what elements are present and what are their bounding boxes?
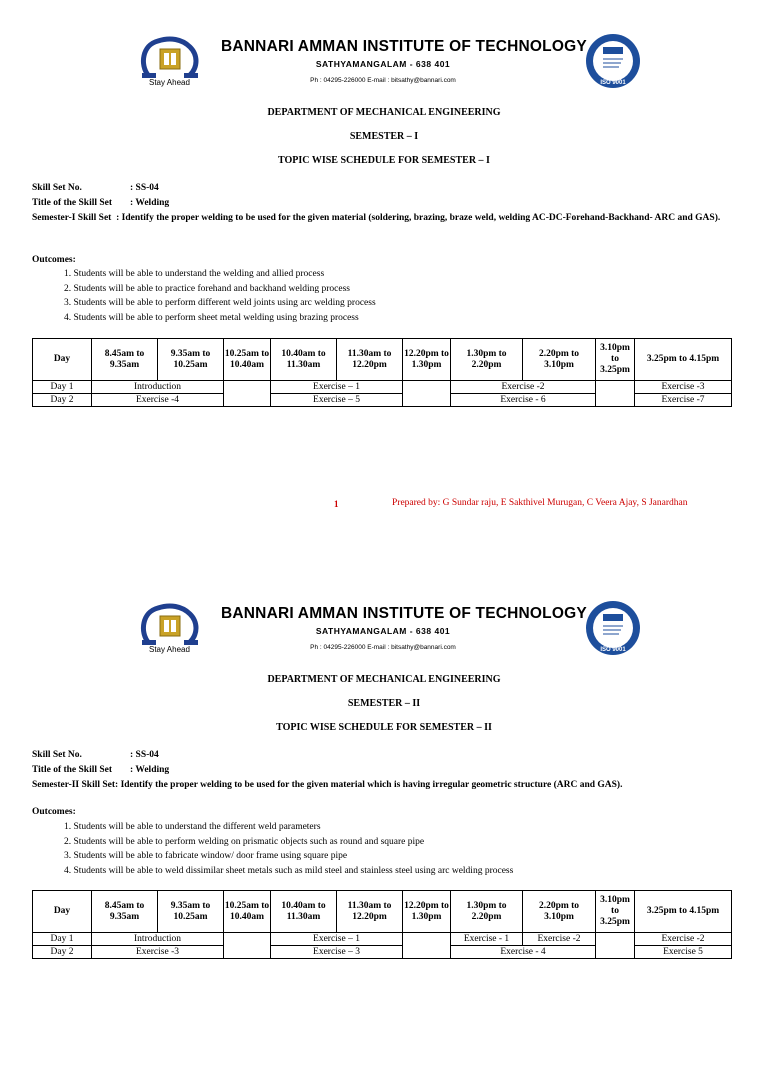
outcomes-label: Outcomes: [32, 807, 76, 817]
column-header: 1.30pm to 2.20pm [451, 891, 523, 933]
schedule-title: TOPIC WISE SCHEDULE FOR SEMESTER – I [278, 155, 490, 166]
semester-title: SEMESTER – II [347, 698, 421, 709]
schedule-table [32, 338, 732, 407]
table-row [33, 381, 732, 394]
skill-set-no: : SS-04 [130, 183, 159, 193]
semester-skill-label: Semester-II Skill Set [32, 780, 116, 790]
session-cell: Exercise - 1 [451, 933, 523, 946]
column-header: 8.45am to 9.35am [92, 339, 158, 381]
skill-set-no: : SS-04 [130, 750, 159, 760]
iso-certification-logo [585, 33, 641, 89]
session-cell: Exercise - 4 [451, 946, 596, 959]
department-title: DEPARTMENT OF MECHANICAL ENGINEERING [267, 107, 501, 118]
department-title: DEPARTMENT OF MECHANICAL ENGINEERING [267, 674, 501, 685]
table-row [33, 933, 732, 946]
session-cell: Exercise -4 [92, 394, 224, 407]
letterhead [133, 30, 626, 94]
svg-text:ISO 9001: ISO 9001 [600, 80, 626, 86]
session-cell: Exercise -7 [635, 394, 732, 407]
semester-skill-text: : Identify the proper welding to be used for the given material which is having irregular geometric structure (ARC and GAS). [115, 780, 623, 790]
skill-set-no-label: Skill Set No. [32, 183, 82, 193]
page-number: 1 [334, 499, 339, 509]
session-cell: Introduction [92, 381, 224, 394]
document-page-1 [0, 0, 768, 512]
column-header: 12.20pm to 1.30pm [403, 891, 451, 933]
skill-title-label: Title of the Skill Set [32, 765, 113, 775]
session-cell: Exercise – 5 [271, 394, 403, 407]
institute-name: BANNARI AMMAN INSTITUTE OF TECHNOLOGY [221, 38, 587, 55]
iso-certification-logo [585, 600, 641, 656]
session-cell: Exercise -2 [451, 381, 596, 394]
skill-title: : Welding [130, 198, 170, 208]
table-header-row [33, 339, 732, 381]
outcome-item: 4. Students will be able to weld dissimilar sheet metals such as mild steel and stainless steel using arc welding process [64, 865, 514, 876]
skill-set-block [32, 748, 737, 793]
letterhead [133, 597, 626, 661]
outcome-item: 1. Students will be able to understand the welding and allied process [64, 269, 325, 279]
session-cell: Exercise - 6 [451, 394, 596, 407]
outcome-item: 1. Students will be able to understand the different weld parameters [64, 822, 321, 832]
column-header: 12.20pm to 1.30pm [403, 339, 451, 381]
session-cell: Exercise – 1 [271, 381, 403, 394]
prepared-by: Prepared by: G Sundar raju, E Sakthivel Murugan, C Veera Ajay, S Janardhan [392, 498, 688, 508]
lunch-cell [403, 381, 451, 407]
institute-contact: Ph : 04295-226000 E-mail : bitsathy@bannari.com [310, 77, 456, 84]
break-cell [224, 933, 271, 959]
skill-title-label: Title of the Skill Set [32, 198, 113, 208]
session-cell: Exercise – 1 [271, 933, 403, 946]
semester-title: SEMESTER – I [349, 131, 419, 142]
break-cell [596, 381, 635, 407]
institute-city: SATHYAMANGALAM - 638 401 [315, 59, 451, 69]
day-cell: Day 2 [33, 394, 92, 407]
tagline: Stay Ahead [149, 645, 190, 654]
column-header: 11.30am to 12.20pm [337, 339, 403, 381]
column-header: 10.40am to 11.30am [271, 891, 337, 933]
semester-skill-text: : Identify the proper welding to be used for the given material (soldering, brazing, braze weld, welding AC-DC-Forehand-Backhand- ARC and GAS). [116, 213, 721, 223]
column-header: 3.25pm to 4.15pm [635, 891, 732, 933]
session-cell: Exercise -2 [523, 933, 596, 946]
break-cell [596, 933, 635, 959]
skill-title: : Welding [130, 765, 170, 775]
institute-contact: Ph : 04295-226000 E-mail : bitsathy@bannari.com [310, 644, 456, 651]
outcome-item: 2. Students will be able to practice forehand and backhand welding process [64, 283, 350, 294]
column-header: Day [33, 891, 92, 933]
schedule-title: TOPIC WISE SCHEDULE FOR SEMESTER – II [276, 722, 492, 733]
session-cell: Exercise 5 [635, 946, 732, 959]
session-cell: Introduction [92, 933, 224, 946]
column-header: 9.35am to 10.25am [158, 891, 224, 933]
institute-name: BANNARI AMMAN INSTITUTE OF TECHNOLOGY [221, 605, 587, 622]
column-header: 8.45am to 9.35am [92, 891, 158, 933]
session-cell: Exercise -3 [635, 381, 732, 394]
institute-city: SATHYAMANGALAM - 638 401 [315, 626, 451, 636]
svg-text:ISO 9001: ISO 9001 [600, 647, 626, 653]
day-cell: Day 2 [33, 946, 92, 959]
semester-skill-label: Semester-I Skill Set [32, 213, 112, 223]
skill-set-no-label: Skill Set No. [32, 750, 82, 760]
tagline: Stay Ahead [149, 78, 190, 87]
column-header: Day [33, 339, 92, 381]
column-header: 10.40am to 11.30am [271, 339, 337, 381]
column-header: 3.25pm to 4.15pm [635, 339, 732, 381]
break-cell [224, 381, 271, 407]
column-header: 11.30am to 12.20pm [337, 891, 403, 933]
column-header: 10.25am to 10.40am [224, 891, 271, 933]
session-cell: Exercise – 3 [271, 946, 403, 959]
day-cell: Day 1 [33, 933, 92, 946]
outcome-item: 4. Students will be able to perform sheet metal welding using brazing process [64, 312, 359, 323]
column-header: 3.10pm to 3.25pm [596, 339, 635, 381]
document-page-2 [0, 567, 768, 1079]
outcomes-list [64, 820, 744, 878]
column-header: 3.10pm to 3.25pm [596, 891, 635, 933]
lunch-cell [403, 933, 451, 959]
outcome-item: 3. Students will be able to perform different weld joints using arc welding process [64, 298, 376, 309]
column-header: 2.20pm to 3.10pm [523, 891, 596, 933]
outcome-item: 2. Students will be able to perform welding on prismatic objects such as round and square pipe [64, 836, 425, 847]
skill-set-block [32, 181, 737, 226]
column-header: 10.25am to 10.40am [224, 339, 271, 381]
schedule-table [32, 890, 732, 959]
outcome-item: 3. Students will be able to fabricate window/ door frame using square pipe [64, 851, 348, 862]
column-header: 1.30pm to 2.20pm [451, 339, 523, 381]
day-cell: Day 1 [33, 381, 92, 394]
session-cell: Exercise -2 [635, 933, 732, 946]
outcomes-list [64, 267, 744, 325]
session-cell: Exercise -3 [92, 946, 224, 959]
column-header: 2.20pm to 3.10pm [523, 339, 596, 381]
outcomes-label: Outcomes: [32, 255, 76, 265]
column-header: 9.35am to 10.25am [158, 339, 224, 381]
table-header-row [33, 891, 732, 933]
